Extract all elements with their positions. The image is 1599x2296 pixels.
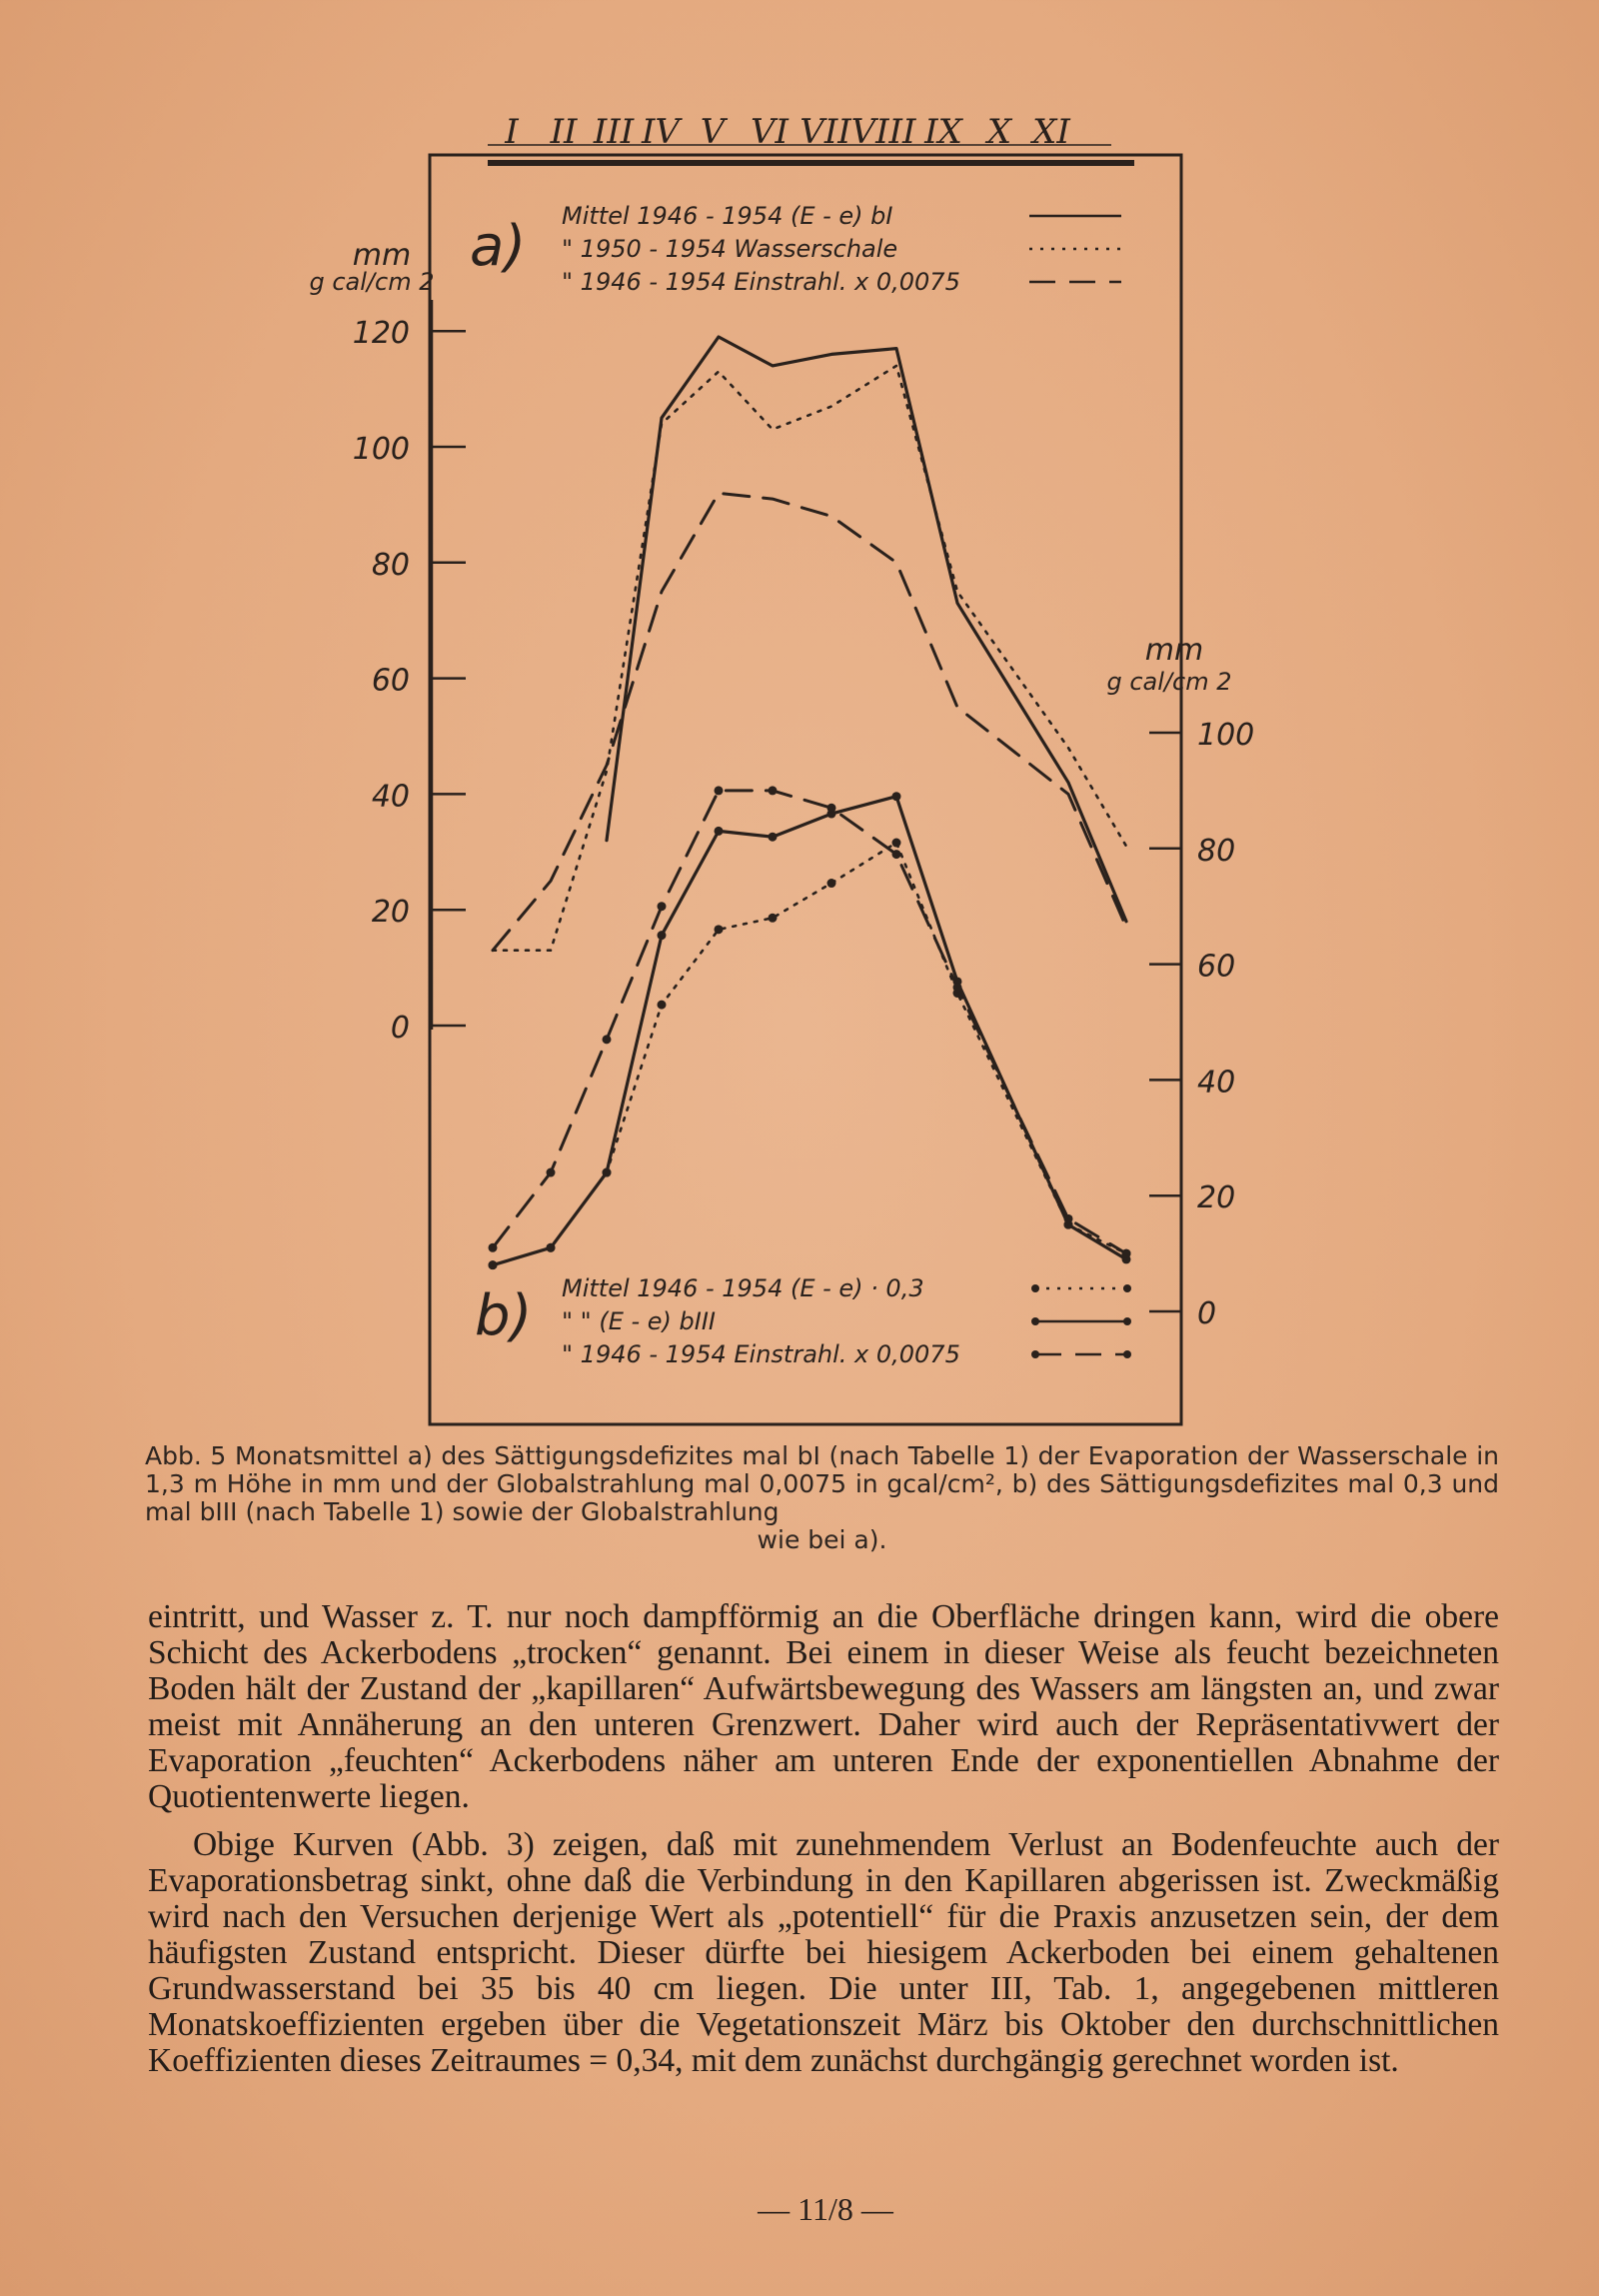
chart-frame: [430, 155, 1181, 1424]
panel-b-dashed-line: [493, 791, 1126, 1253]
panel-b-solid-line: [493, 797, 1126, 1265]
panel-b-dotted-point: [769, 914, 778, 923]
legend-a-label: Mittel 1946 - 1954 (E - e) bI: [562, 202, 893, 230]
panel-b-solid-point: [489, 1260, 498, 1269]
left-tick-label: 0: [390, 1011, 410, 1046]
figure-caption: [145, 1442, 1499, 1554]
month-label: V: [700, 112, 726, 152]
month-label: VIII: [850, 112, 916, 152]
legend-b-label: Mittel 1946 - 1954 (E - e) · 0,3: [562, 1274, 924, 1302]
panel-b-dashed-point: [715, 786, 724, 795]
body-text: [148, 1599, 1499, 2091]
month-labels: [488, 112, 1111, 152]
right-unit-mm: mm: [1144, 633, 1204, 668]
caption-text: Abb. 5 Monatsmittel a) des Sättigungsdefizites mal bI (nach Tabelle 1) der Evaporation der Wasserschale in 1,3 m Höhe in mm und der Globalstrahlung mal 0,0075 in gcal/cm², b) des Sättigungsdefizites mal 0,3 und mal bIII (nach Tabelle 1) sowie der Globalstrahlung: [145, 1441, 1499, 1526]
legend-b-sample-marker: [1123, 1284, 1131, 1292]
right-tick-label: 40: [1197, 1065, 1236, 1101]
panel-b-dashed-point: [489, 1243, 498, 1252]
month-label: II: [550, 112, 578, 152]
legend-b-sample-marker: [1031, 1317, 1039, 1325]
legend-b-sample-marker: [1123, 1317, 1131, 1325]
left-tick-label: 20: [371, 895, 410, 931]
left-unit-gcal: g cal/cm 2: [309, 268, 435, 296]
panel-b-dashed-point: [827, 804, 836, 813]
right-unit-gcal: g cal/cm 2: [1106, 668, 1232, 696]
month-label: I: [505, 112, 519, 152]
panel-b-dotted-point: [715, 925, 724, 934]
legend-a-label: " 1950 - 1954 Wasserschale: [562, 235, 898, 263]
panel-b-solid-point: [769, 833, 778, 842]
month-label: IX: [924, 112, 962, 152]
left-tick-label: 80: [371, 547, 410, 583]
panel-b-dashed-point: [603, 1035, 612, 1044]
panel-b-solid-point: [715, 827, 724, 836]
panel-b-dotted-point: [827, 879, 836, 888]
panel-label-b: b): [475, 1283, 533, 1348]
paragraph-1: eintritt, und Wasser z. T. nur noch dampfförmig an die Oberfläche dringen kann, wird die obere Schicht des Ackerbodens „trocken“ genannt. Bei einem in dieser Weise als feucht bezeichneten Boden hält der Zustand der „kapillaren“ Aufwärtsbewegung des Wassers am längsten an, und zwar meist mit Annäherung an den unteren Grenzwert. Daher wird auch der Repräsentativwert der Evaporation „feuchten“ Ackerbodens näher am unteren Ende der exponentiellen Abnahme der Quotientenwerte liegen.: [148, 1598, 1499, 1815]
month-label: IV: [642, 112, 680, 152]
right-tick-label: 0: [1197, 1296, 1217, 1331]
legends: [562, 202, 1131, 1368]
month-label: III: [593, 112, 635, 152]
legend-b-sample-marker: [1031, 1350, 1039, 1358]
right-tick-label: 100: [1197, 718, 1255, 753]
month-label: VII: [800, 112, 851, 152]
left-tick-label: 100: [352, 432, 410, 467]
panel-b-dotted-point: [658, 1001, 667, 1010]
right-tick-label: 80: [1197, 833, 1236, 869]
paragraph-2: Obige Kurven (Abb. 3) zeigen, daß mit zunehmendem Verlust an Bodenfeuchte auch der Evaporationsbetrag sinkt, ohne daß die Verbindung in den Kapillaren abgerissen ist. Zweckmäßig wird nach den Versuchen derjenige Wert als „potentiell“ für die Praxis anzusetzen sein, der dem häufigsten Zustand entspricht. Dieser dürfte bei hiesigem Ackerboden bei einem gehaltenen Grundwasserstand bei 35 bis 40 cm liegen. Die unter III, Tab. 1, angegebenen mittleren Monatskoeffizienten ergeben über die Vegetationszeit März bis Oktober den durchschnittlichen Koeffizienten dieses Zeitraumes = 0,34, mit dem zunächst durchgängig gerechnet worden ist.: [148, 1826, 1499, 2079]
panel-b-dashed-point: [1064, 1214, 1073, 1223]
month-label: XI: [1032, 112, 1070, 152]
legend-b-sample-marker: [1031, 1284, 1039, 1292]
caption-last-line: wie bei a).: [757, 1525, 887, 1554]
left-tick-label: 120: [352, 316, 410, 352]
panel-b-dotted-line: [493, 843, 1126, 1265]
panel-b-solid-point: [658, 931, 667, 940]
legend-b-sample-marker: [1123, 1350, 1131, 1358]
left-tick-label: 40: [371, 779, 410, 815]
right-tick-label: 60: [1197, 949, 1236, 985]
legend-a-label: " 1946 - 1954 Einstrahl. x 0,0075: [562, 268, 960, 296]
panel-b-dashed-point: [547, 1168, 556, 1177]
panel-b-dotted-point: [892, 839, 901, 848]
panel-b-dashed-point: [1122, 1249, 1131, 1258]
legend-b-label: " " (E - e) bIII: [562, 1307, 717, 1335]
panel-b-solid-point: [547, 1243, 556, 1252]
axes: [310, 214, 1255, 1348]
panel-a-dotted-line: [493, 366, 1126, 951]
panel-b-dashed-point: [892, 850, 901, 859]
month-label: X: [986, 112, 1012, 152]
panel-b-dashed-point: [953, 983, 962, 992]
left-unit-mm: mm: [352, 238, 412, 273]
panel-label-a: a): [470, 214, 527, 279]
page-number: — 11/8 —: [758, 2191, 893, 2227]
panel-b-solid-point: [603, 1168, 612, 1177]
left-tick-label: 60: [371, 663, 410, 699]
right-tick-label: 20: [1197, 1180, 1236, 1216]
series: [489, 337, 1131, 1269]
panel-b-dashed-point: [769, 786, 778, 795]
month-label: VI: [751, 112, 789, 152]
panel-b-dashed-point: [658, 902, 667, 911]
legend-b-label: " 1946 - 1954 Einstrahl. x 0,0075: [562, 1340, 960, 1368]
panel-b-solid-point: [892, 792, 901, 801]
plot-frame: [430, 155, 1181, 1424]
panel-a-solid-line: [607, 337, 1126, 922]
